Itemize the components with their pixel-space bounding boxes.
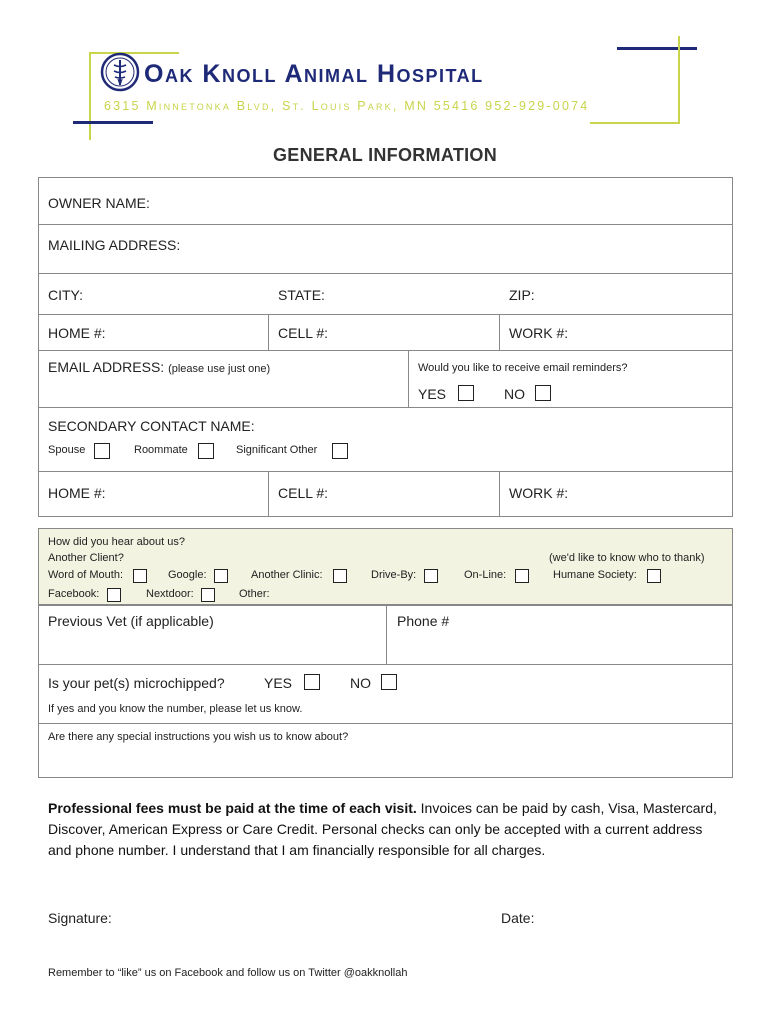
secondary-contact-label: SECONDARY CONTACT NAME: [48,418,255,434]
header-line-green-right-vertical [678,36,680,124]
hospital-name: Oak Knoll Animal Hospital [144,60,484,88]
cell-phone-label: CELL #: [278,325,329,341]
mailing-address-label: MAILING ADDRESS: [48,237,181,253]
payment-terms [48,798,728,861]
signature-label: Signature: [48,910,112,926]
divider [38,471,733,472]
owner-name-label: OWNER NAME: [48,195,150,211]
drive-by-label: Drive-By: [371,569,417,581]
state-label: STATE: [278,287,325,303]
google-label: Google: [168,569,207,581]
page-title: GENERAL INFORMATION [272,145,498,165]
email-reminders-no-label: NO [504,386,525,402]
divider [268,314,269,350]
city-label: CITY: [48,287,84,303]
another-clinic-checkbox[interactable] [333,569,347,583]
drive-by-checkbox[interactable] [424,569,438,583]
divider [38,314,733,315]
microchip-yes-checkbox[interactable] [304,674,320,690]
divider [499,471,500,517]
secondary-cell-label: CELL #: [278,485,329,501]
spouse-checkbox[interactable] [94,443,110,459]
online-label: On-Line: [464,569,507,581]
date-label: Date: [501,910,535,926]
online-checkbox[interactable] [515,569,529,583]
divider [408,350,409,407]
footer-note: Remember to “like” us on Facebook and follow us on Twitter @oakknollah [48,967,408,979]
nextdoor-checkbox[interactable] [201,588,215,602]
header-line-navy-left [73,121,153,124]
microchip-question: Is your pet(s) microchipped? [48,675,225,691]
another-clinic-label: Another Clinic: [251,569,323,581]
roommate-checkbox[interactable] [198,443,214,459]
roommate-label: Roommate [134,444,188,456]
facebook-checkbox[interactable] [107,588,121,602]
email-label-text: EMAIL ADDRESS: [48,359,165,375]
divider [38,723,733,724]
email-note: (please use just one) [168,363,271,375]
payment-terms-rest: Invoices can be paid by cash, Visa, Mastercard, Discover, American Express or Care Credit. Personal checks can only be accepted with a current address and phone number. I understand that I am financially responsible for all charges. [48,800,717,858]
nextdoor-label: Nextdoor: [146,588,194,600]
special-instructions-question: Are there any special instructions you wish us to know about? [48,731,349,743]
facebook-label: Facebook: [48,588,100,600]
divider [38,224,733,225]
vet-phone-label: Phone # [397,613,450,629]
other-label: Other: [239,588,270,600]
email-label [48,359,270,375]
previous-vet-label: Previous Vet (if applicable) [48,613,214,629]
divider [499,314,500,350]
microchip-note: If yes and you know the number, please let us know. [48,703,303,715]
humane-society-label: Humane Society: [553,569,637,581]
humane-society-checkbox[interactable] [647,569,661,583]
svg-text:V: V [117,78,123,87]
microchip-no-checkbox[interactable] [381,674,397,690]
work-phone-label: WORK #: [509,325,569,341]
header-line-green-bottom-right [590,122,680,124]
referral-question: How did you hear about us? [48,536,185,548]
divider [386,605,387,664]
email-reminders-no-checkbox[interactable] [535,385,551,401]
google-checkbox[interactable] [214,569,228,583]
email-reminders-yes-checkbox[interactable] [458,385,474,401]
word-of-mouth-checkbox[interactable] [133,569,147,583]
header-line-navy-right [617,47,697,50]
home-phone-label: HOME #: [48,325,106,341]
email-reminders-question: Would you like to receive email reminders? [418,362,628,374]
secondary-home-label: HOME #: [48,485,106,501]
divider [38,407,733,408]
email-reminders-yes-label: YES [418,386,447,402]
thanks-note: (we'd like to know who to thank) [549,552,705,564]
another-client-label: Another Client? [48,552,124,564]
divider [38,273,733,274]
owner-section [38,177,733,517]
secondary-work-label: WORK #: [509,485,569,501]
spouse-label: Spouse [48,444,86,456]
caduceus-seal-icon [100,52,140,92]
significant-other-checkbox[interactable] [332,443,348,459]
divider [38,350,733,351]
divider [268,471,269,517]
header-line-green-left-vertical [89,52,91,140]
hospital-address: 6315 Minnetonka Blvd, St. Louis Park, MN 55416 952-929-0074 [104,99,590,113]
word-of-mouth-label: Word of Mouth: [48,569,123,581]
payment-terms-bold: Professional fees must be paid at the time of each visit. [48,800,417,816]
significant-other-label: Significant Other [236,444,318,456]
divider [38,664,733,665]
microchip-no-label: NO [350,675,371,691]
microchip-yes-label: YES [264,675,293,691]
zip-label: ZIP: [509,287,535,303]
